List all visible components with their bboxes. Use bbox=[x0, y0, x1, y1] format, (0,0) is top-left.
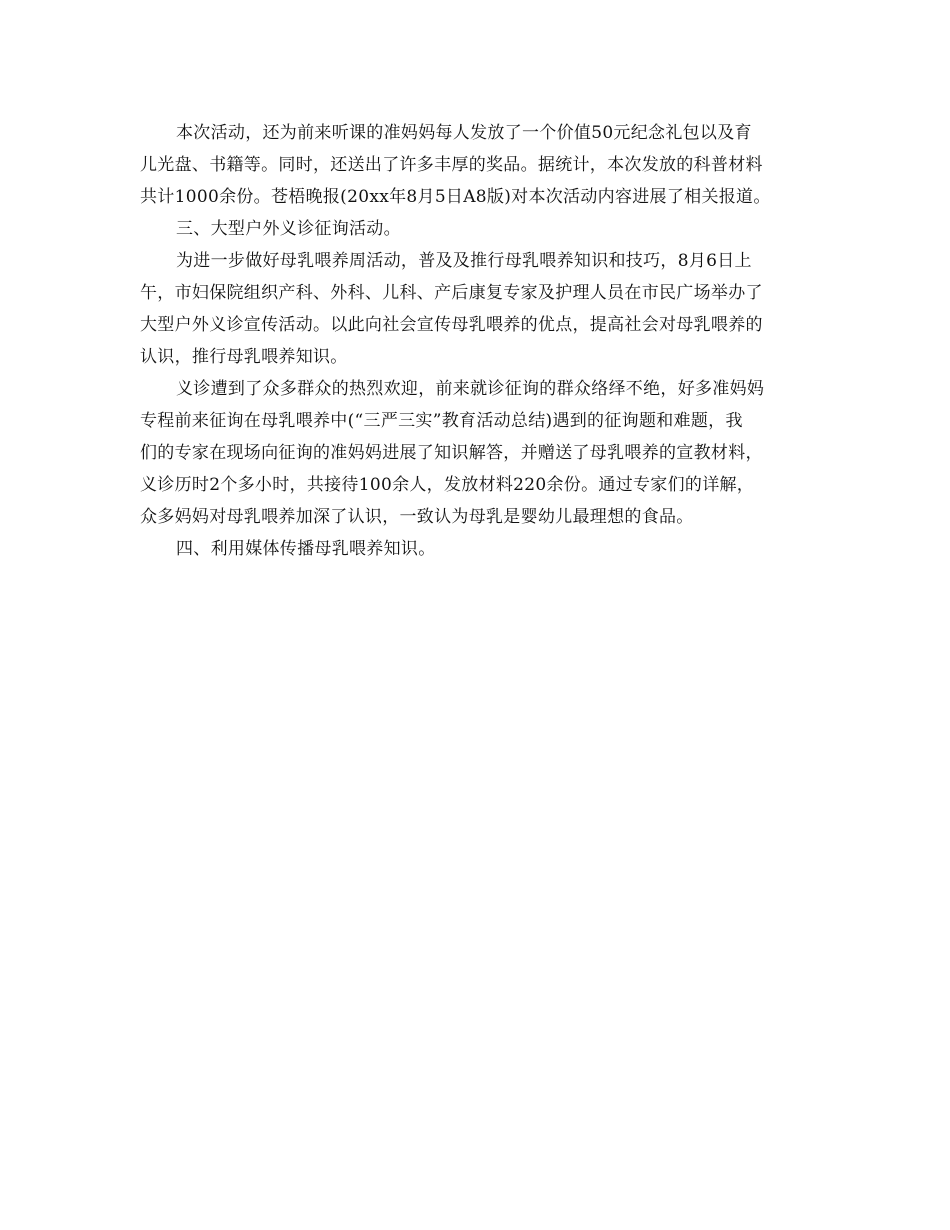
document-body bbox=[140, 117, 812, 565]
paragraph-line: 大型户外义诊宣传活动。以此向社会宣传母乳喂养的优点，提高社会对母乳喂养的 bbox=[140, 315, 763, 335]
paragraph-line: 众多妈妈对母乳喂养加深了认识，一致认为母乳是婴幼儿最理想的食品。 bbox=[140, 507, 694, 527]
section-heading: 四、利用媒体传播母乳喂养知识。 bbox=[176, 539, 436, 559]
section-heading: 三、大型户外义诊征询活动。 bbox=[176, 219, 401, 239]
paragraph-line: 义诊历时2个多小时，共接待100余人，发放材料220余份。通过专家们的详解， bbox=[140, 475, 755, 495]
paragraph-line: 们的专家在现场向征询的准妈妈进展了知识解答，并赠送了母乳喂养的宣教材料， bbox=[140, 443, 763, 463]
paragraph-line: 本次活动，还为前来听课的准妈妈每人发放了一个价值50元纪念礼包以及育 bbox=[176, 123, 752, 143]
paragraph-line: 共计1000余份。苍梧晚报(20xx年8月5日A8版)对本次活动内容进展了相关报道。 bbox=[140, 187, 771, 207]
paragraph-line: 义诊遭到了众多群众的热烈欢迎，前来就诊征询的群众络绎不绝，好多准妈妈 bbox=[176, 379, 765, 399]
paragraph-line: 为进一步做好母乳喂养周活动，普及及推行母乳喂养知识和技巧，8月6日上 bbox=[176, 251, 752, 271]
paragraph-line: 专程前来征询在母乳喂养中(“三严三实”教育活动总结)遇到的征询题和难题，我 bbox=[140, 411, 743, 431]
paragraph-line: 午，市妇保院组织产科、外科、儿科、产后康复专家及护理人员在市民广场举办了 bbox=[140, 283, 763, 303]
paragraph-line: 认识，推行母乳喂养知识。 bbox=[140, 347, 348, 367]
paragraph-line: 儿光盘、书籍等。同时，还送出了许多丰厚的奖品。据统计，本次发放的科普材料 bbox=[140, 155, 763, 175]
